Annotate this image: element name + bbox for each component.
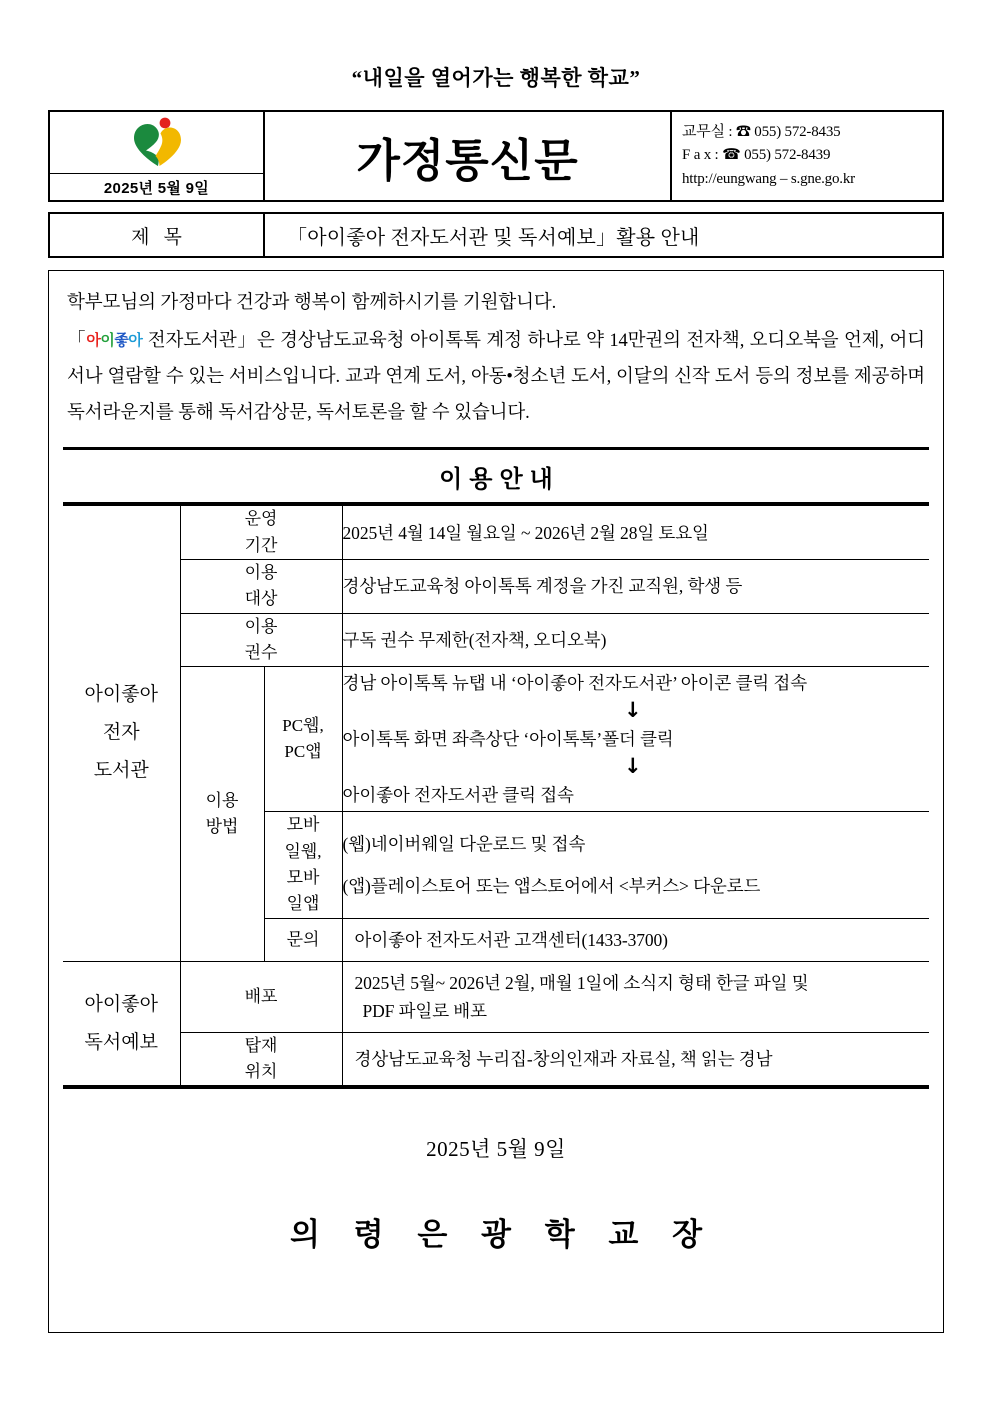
subject-value: 「아이좋아 전자도서관 및 독서예보」활용 안내 xyxy=(287,226,700,249)
category-library-line-1: 아이좋아 xyxy=(84,684,158,706)
label-period xyxy=(180,506,342,560)
label-method-pc-line-2: PC앱 xyxy=(284,742,322,762)
guide-heading: 이용안내 xyxy=(63,450,929,503)
table-row-period xyxy=(63,506,929,560)
label-method-mobile-line-1: 모바 xyxy=(286,815,320,835)
table-row-method-pc xyxy=(63,667,929,812)
value-method-mobile xyxy=(342,812,929,918)
label-method-mobile-line-4: 일앱 xyxy=(286,894,320,914)
pc-step-3: 아이좋아 전자도서관 클릭 접속 xyxy=(342,785,574,806)
label-method-mobile-line-3: 모바 xyxy=(286,868,320,887)
value-method-pc xyxy=(342,667,929,812)
label-count xyxy=(180,613,342,667)
label-period-line-1: 운영 xyxy=(244,509,278,529)
label-method-line-2: 방법 xyxy=(205,817,239,836)
value-target: 경상남도교육청 아이톡톡 계정을 가진 교직원, 학생 등 xyxy=(342,559,929,613)
intro-body: 전자도서관」은 경상남도교육청 아이톡톡 계정 하나로 약 14만권의 전자책, 오디오북을 언제, 어디서나 열람할 수 있는 서비스입니다. 교과 연계 도서, 아동•청소년 도서, 이달의 신작 도서 등의 정보를 제공하며 독서라운지를 통해 독서감상문, 독서토론을 할 수 있습니다. xyxy=(67,331,925,424)
aijoa-inline-logo xyxy=(86,331,142,349)
table-row-distribution xyxy=(63,961,929,1032)
pc-step-1: 경남 아이톡톡 뉴탭 내 ‘아이좋아 전자도서관’ 아이콘 클릭 접속 xyxy=(342,673,807,694)
category-library-line-2: 전자 xyxy=(102,722,140,744)
distribution-line-1: 2025년 5월~ 2026년 2월, 매월 1일에 소식지 형태 한글 파일 및 xyxy=(354,972,809,993)
closing-date: 2025년 5월 9일 xyxy=(426,1137,566,1162)
label-method-pc xyxy=(264,667,342,812)
guide-table xyxy=(63,505,929,1086)
label-target-line-1: 이용 xyxy=(244,562,278,582)
logo-char-3: 좋 xyxy=(114,331,129,350)
value-period: 2025년 4월 14일 월요일 ~ 2026년 2월 28일 토요일 xyxy=(342,506,929,560)
label-method-line-1: 이용 xyxy=(205,790,239,810)
category-forecast-line-2: 독서예보 xyxy=(84,1031,158,1053)
intro-line-1: 학부모님의 가정마다 건강과 행복이 함께하시기를 기원합니다. xyxy=(67,293,557,313)
masthead-left xyxy=(50,112,265,200)
intro-line-2 xyxy=(67,323,925,431)
subject-label: 제목 xyxy=(50,214,265,256)
mobile-line-1: (웹)네이버웨일 다운로드 및 접속 xyxy=(342,834,586,854)
contact-url: http://eungwang – s.gne.go.kr xyxy=(682,170,855,187)
school-slogan: “내일을 열어가는 행복한 학교” xyxy=(351,66,641,90)
category-forecast-line-1: 아이좋아 xyxy=(84,993,158,1015)
body-frame xyxy=(48,270,944,1333)
value-distribution xyxy=(342,961,929,1032)
table-row-count xyxy=(63,613,929,667)
category-library xyxy=(63,506,180,961)
value-count: 구독 권수 무제한(전자책, 오디오북) xyxy=(342,613,929,667)
guide-heading-wrap xyxy=(63,447,929,505)
category-library-line-3: 도서관 xyxy=(93,760,149,782)
masthead xyxy=(48,110,944,202)
subject-row xyxy=(48,212,944,258)
value-location: 경상남도교육청 누리집-창의인재과 자료실, 책 읽는 경남 xyxy=(342,1032,929,1086)
mobile-line-2: (앱)플레이스토어 또는 앱스토어에서 <부커스> 다운로드 xyxy=(342,876,761,896)
table-row-location xyxy=(63,1032,929,1086)
masthead-date: 2025년 5월 9일 xyxy=(103,179,210,197)
contact-office: 교무실 : ☎ 055) 572-8435 xyxy=(682,124,841,141)
label-target-line-2: 대상 xyxy=(244,589,278,609)
masthead-contact xyxy=(672,112,942,200)
intro-text xyxy=(63,285,929,431)
distribution-line-2: PDF 파일로 배포 xyxy=(362,1000,487,1021)
school-logo xyxy=(50,112,263,174)
label-method xyxy=(180,667,264,961)
label-location-line-2: 위치 xyxy=(244,1062,278,1082)
label-inquiry: 문의 xyxy=(264,918,342,961)
label-distribution: 배포 xyxy=(180,961,342,1032)
label-target xyxy=(180,559,342,613)
label-location xyxy=(180,1032,342,1086)
masthead-center xyxy=(265,112,672,200)
down-arrow-icon: ↓ xyxy=(624,698,642,723)
label-method-mobile xyxy=(264,812,342,918)
logo-char-1: 아 xyxy=(86,331,101,350)
newsletter-title: 가정통신문 xyxy=(356,134,579,186)
closing-block xyxy=(63,1133,929,1254)
bracket-open: 「 xyxy=(67,331,87,352)
category-forecast xyxy=(63,961,180,1086)
label-method-mobile-line-2: 일웹, xyxy=(284,841,322,861)
label-location-line-1: 탑재 xyxy=(244,1035,278,1055)
closing-school: 의 령 은 광 학 교 장 xyxy=(289,1217,716,1253)
label-count-line-2: 권수 xyxy=(244,642,278,662)
value-inquiry: 아이좋아 전자도서관 고객센터(1433-3700) xyxy=(342,918,929,961)
school-logo-icon xyxy=(128,117,186,169)
logo-char-2: 이 xyxy=(100,331,115,350)
label-method-pc-line-1: PC웹, xyxy=(282,715,324,735)
down-arrow-icon: ↓ xyxy=(624,754,642,779)
contact-fax: F a x : ☎ 055) 572-8439 xyxy=(682,147,831,164)
pc-step-2: 아이톡톡 화면 좌측상단 ‘아이톡톡’폴더 클릭 xyxy=(342,729,674,750)
label-period-line-2: 기간 xyxy=(244,535,278,555)
label-count-line-1: 이용 xyxy=(244,616,278,636)
table-bottom-rule xyxy=(63,1086,929,1089)
table-row-target xyxy=(63,559,929,613)
logo-char-4: 아 xyxy=(128,331,143,350)
